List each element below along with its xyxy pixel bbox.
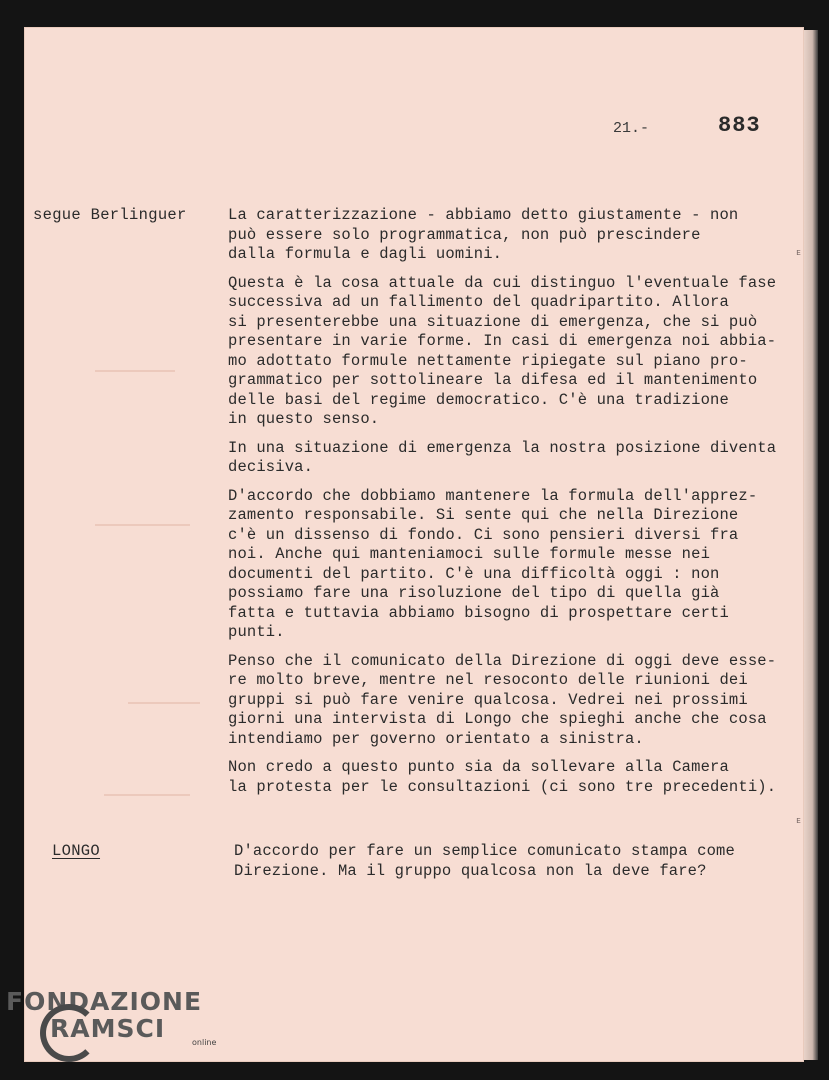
page-number: 883 (718, 113, 761, 138)
bleed-through-mark (128, 690, 200, 704)
watermark-line2: RAMSCI (50, 1014, 166, 1043)
paragraph: Questa è la cosa attuale da cui distinguo l'eventuale fase successiva ad un fallimento del quadripartito. Allora si presenterebbe una situazione di emergenza, che si può presentare in varie forme. In casi di emergenza noi abbia- mo adottato formule nettamente ripiegate sul piano pro- grammatico per sottolineare la difesa ed il mantenimento delle basi del regime democratico. C'è una tradizione in questo senso. (228, 273, 777, 428)
paragraph: La caratterizzazione - abbiamo detto giustamente - non può essere solo programmatica, non può prescindere dalla formula e dagli uomini. (228, 206, 739, 263)
speaker-berlinguer: segue Berlinguer (33, 206, 187, 224)
paragraph: D'accordo per fare un semplice comunicato stampa come Direzione. Ma il gruppo qualcosa non la deve fare? (234, 842, 735, 880)
section-number: 21.- (613, 120, 650, 137)
bleed-through-mark (104, 782, 190, 796)
page-edge (804, 30, 818, 1060)
longo-speech (234, 842, 799, 890)
bleed-through-mark (95, 512, 190, 526)
speech-body (228, 206, 793, 806)
watermark-line3: online (192, 1038, 217, 1047)
paragraph: Penso che il comunicato della Direzione di oggi deve esse- re molto breve, mentre nel resoconto delle riunioni dei gruppi si può fare venire qualcosa. Vedrei nei prossimi giorni una intervista di Longo che spieghi anche che cosa intendiamo per governo orientato a sinistra. (228, 651, 777, 748)
paragraph: Non credo a questo punto sia da sollevare alla Camera la protesta per le consultazioni (ci sono tre precedenti). (228, 758, 777, 796)
watermark-line1: FONDAZIONE (6, 987, 203, 1016)
margin-mark: ᴇ (796, 248, 802, 258)
bleed-through-mark (95, 358, 175, 372)
paragraph: D'accordo che dobbiamo mantenere la formula dell'apprez- zamento responsabile. Si sente qui che nella Direzione c'è un dissenso di fondo. Ci sono pensieri diversi fra noi. Anche qui manteniamoci sulle formule messe nei documenti del partito. C'è una difficoltà oggi : non possiamo fare una risoluzione del tipo di quella già fatta e tuttavia abbiamo bisogno di prospettare certi punti. (228, 486, 758, 641)
margin-mark: ᴇ (796, 816, 802, 826)
speaker-longo: LONGO (52, 842, 101, 860)
paragraph: In una situazione di emergenza la nostra posizione diventa decisiva. (228, 438, 777, 476)
watermark-logo (6, 987, 217, 1047)
watermark-g-icon (40, 1004, 98, 1062)
